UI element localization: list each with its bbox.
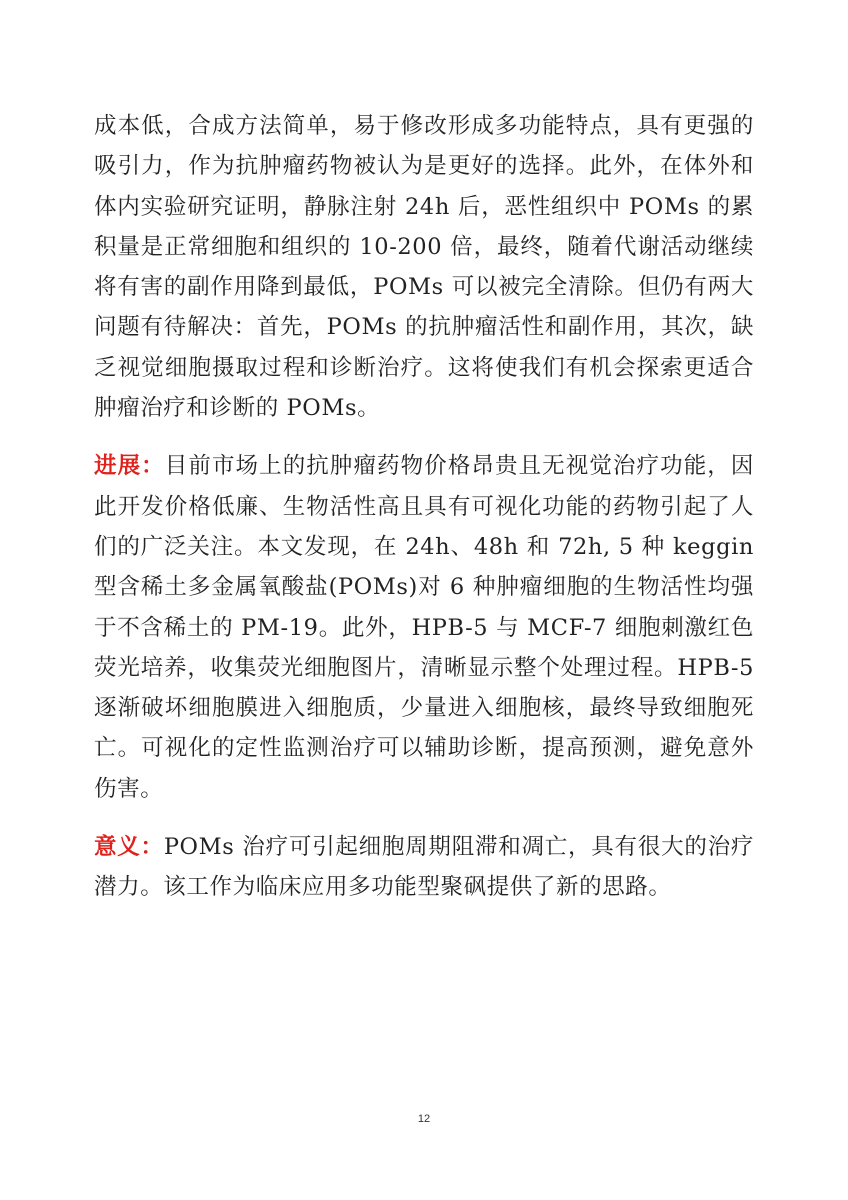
paragraph-intro: 成本低，合成方法简单，易于修改形成多功能特点，具有更强的吸引力，作为抗肿瘤药物被认为是更好的选择。此外，在体外和体内实验研究证明，静脉注射 24h 后，恶性组织中 POMs 的累积量是正常细胞和组织的 10-200 倍，最终，随着代谢活动继续将有害的副作用降到最低，POMs 可以被完全清除。但仍有两大问题有待解决：首先，POMs 的抗肿瘤活性和副作用，其次，缺乏视觉细胞摄取过程和诊断治疗。这将使我们有机会探索更适合肿瘤治疗和诊断的 POMs。 — [94, 113, 754, 422]
page-number: 12 — [417, 1113, 431, 1125]
significance-text: POMs 治疗可引起细胞周期阻滞和凋亡，具有很大的治疗潜力。该工作为临床应用多功能型聚砜提供了新的思路。 — [94, 834, 754, 901]
significance-label: 意义： — [94, 834, 164, 861]
progress-text: 目前市场上的抗肿瘤药物价格昂贵且无视觉治疗功能，因此开发价格低廉、生物活性高且具有可视化功能的药物引起了人们的广泛关注。本文发现，在 24h、48h 和 72h, 5 种 keggin 型含稀土多金属氧酸盐(POMs)对 6 种肿瘤细胞的生物活性均强于不含稀土的 PM-19。此外，HPB-5 与 MCF-7 细胞刺激红色荧光培养，收集荧光细胞图片，清晰显示整个处理过程。HPB-5 逐渐破坏细胞膜进入细胞质，少量进入细胞核，最终导致细胞死亡。可视化的定性监测治疗可以辅助诊断，提高预测，避免意外伤害。 — [94, 453, 754, 802]
paragraph-significance — [94, 827, 754, 908]
page-body — [94, 106, 754, 908]
paragraph-progress — [94, 446, 754, 809]
progress-label: 进展： — [94, 453, 165, 480]
